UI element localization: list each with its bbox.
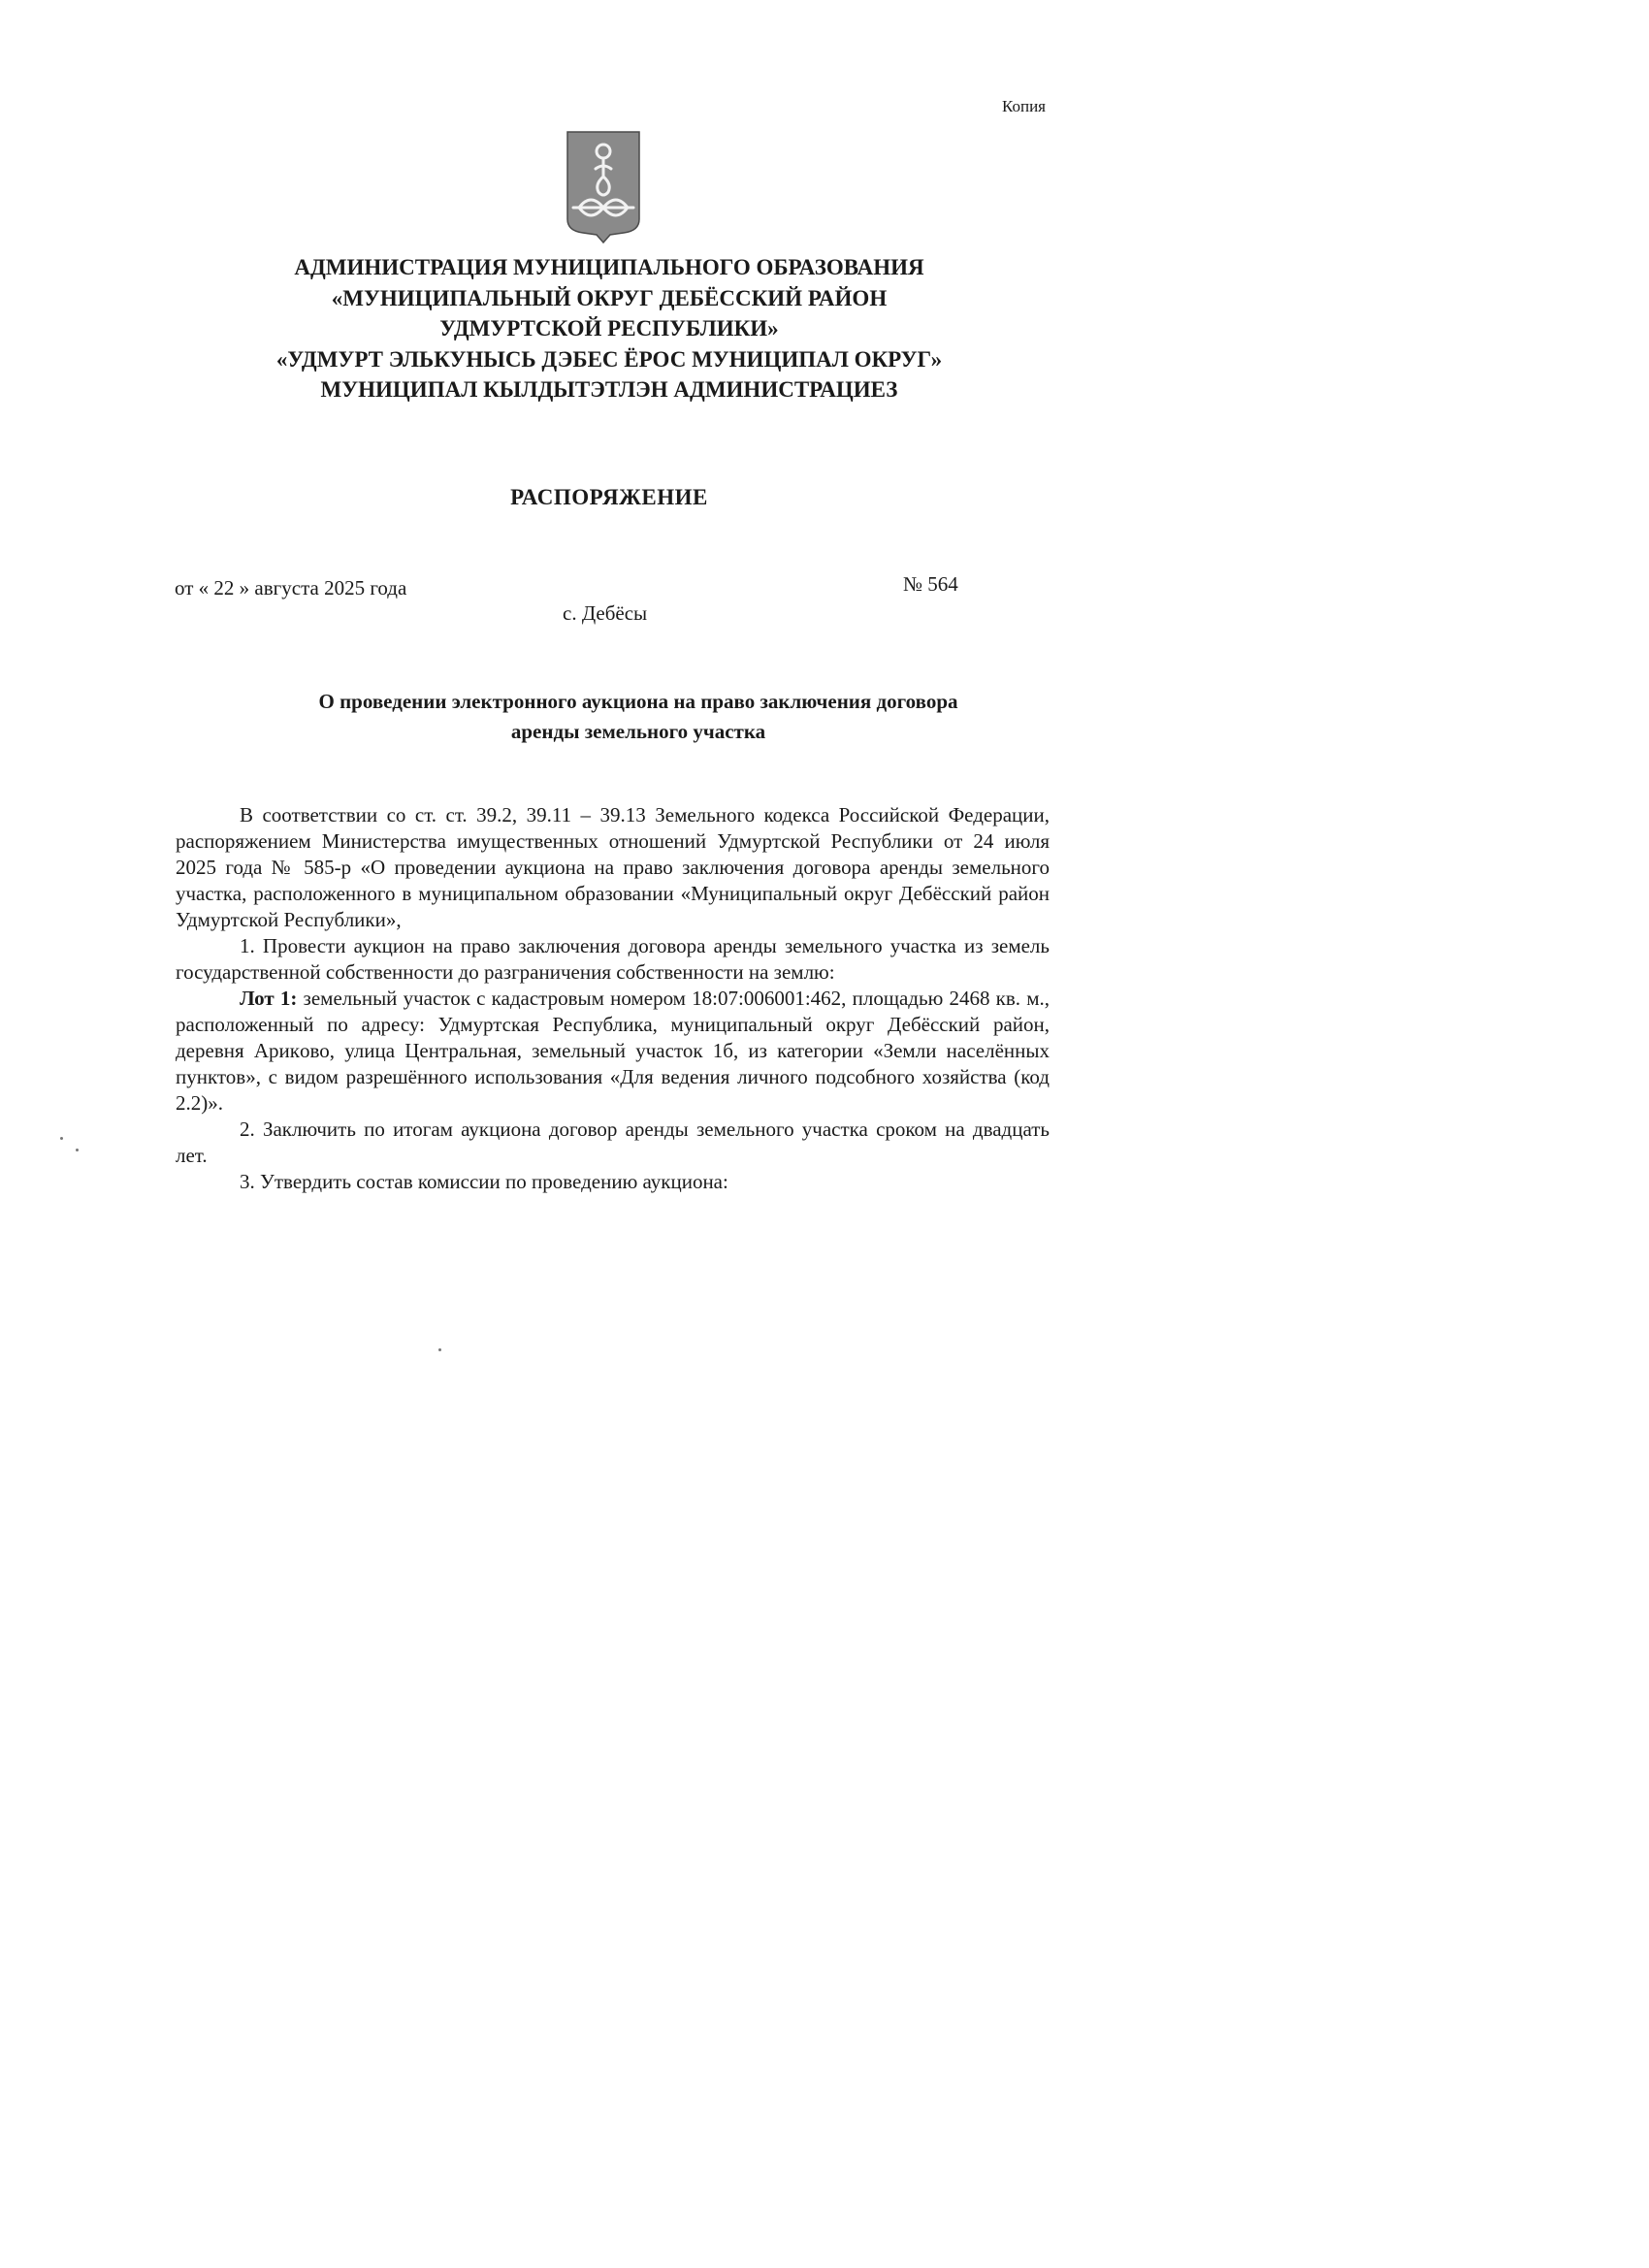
item-3-paragraph: 3. Утвердить состав комиссии по проведению аукциона: bbox=[240, 1170, 728, 1193]
scan-speck bbox=[438, 1348, 441, 1351]
org-header-line: «МУНИЦИПАЛЬНЫЙ ОКРУГ ДЕБЁССКИЙ РАЙОН bbox=[331, 285, 888, 310]
document-page bbox=[0, 0, 1100, 1552]
item-1-paragraph: 1. Провести аукцион на право заключения договора аренды земельного участка из земель государственной собственности до разграничения собственности на землю: bbox=[176, 934, 1050, 984]
coat-of-arms-icon bbox=[566, 130, 641, 244]
organization-header bbox=[116, 252, 1102, 405]
subject-line: аренды земельного участка bbox=[510, 720, 766, 743]
scan-speck bbox=[60, 1137, 63, 1140]
document-type-title: РАСПОРЯЖЕНИЕ bbox=[510, 485, 708, 509]
document-subject bbox=[146, 687, 1131, 747]
org-header-line: УДМУРТСКОЙ РЕСПУБЛИКИ» bbox=[439, 316, 779, 340]
lot-title: Лот 1: bbox=[240, 987, 298, 1010]
item-2-paragraph: 2. Заключить по итогам аукциона договор аренды земельного участка сроком на двадцать лет. bbox=[176, 1118, 1050, 1167]
lot-1-paragraph bbox=[176, 986, 1050, 1117]
lot-description: земельный участок с кадастровым номером 18:07:006001:462, площадью 2468 кв. м., расположенный по адресу: Удмуртская Республика, муниципальный округ Дебёсский район, деревня Арикoво, улица Центральная, земельный участок 1б, из категории «Земли населённых пунктов», с видом разрешённого использования «Для ведения личного подсобного хозяйства (код 2.2)». bbox=[176, 987, 1051, 1115]
org-header-line: «УДМУРТ ЭЛЬКУНЫСЬ ДЭБЕС ЁРОС МУНИЦИПАЛ ОКРУГ» bbox=[275, 346, 943, 372]
document-date: от « 22 » августа 2025 года bbox=[175, 576, 407, 599]
org-header-line: МУНИЦИПАЛ КЫЛДЫТЭТЛЭН АДМИНИСТРАЦИЕЗ bbox=[320, 377, 898, 402]
copy-label: Копия bbox=[1001, 97, 1046, 115]
subject-line: О проведении электронного аукциона на право заключения договора bbox=[318, 690, 958, 713]
scan-speck bbox=[76, 1149, 79, 1151]
document-body bbox=[176, 802, 1050, 1195]
intro-paragraph: В соответствии со ст. ст. 39.2, 39.11 – 39.13 Земельного кодекса Российской Федерации, распоряжением Министерства имущественных отношений Удмуртской Республики от 24 июля 2025 года № 585-р «О проведении аукциона на право заключения договора аренды земельного участка, расположенного в муниципальном образовании «Муниципальный округ Дебёсский район Удмуртской Республики», bbox=[176, 803, 1050, 931]
document-number: № 564 bbox=[903, 572, 958, 596]
org-header-line: АДМИНИСТРАЦИЯ МУНИЦИПАЛЬНОГО ОБРАЗОВАНИЯ bbox=[294, 255, 924, 279]
document-place: с. Дебёсы bbox=[563, 601, 648, 625]
